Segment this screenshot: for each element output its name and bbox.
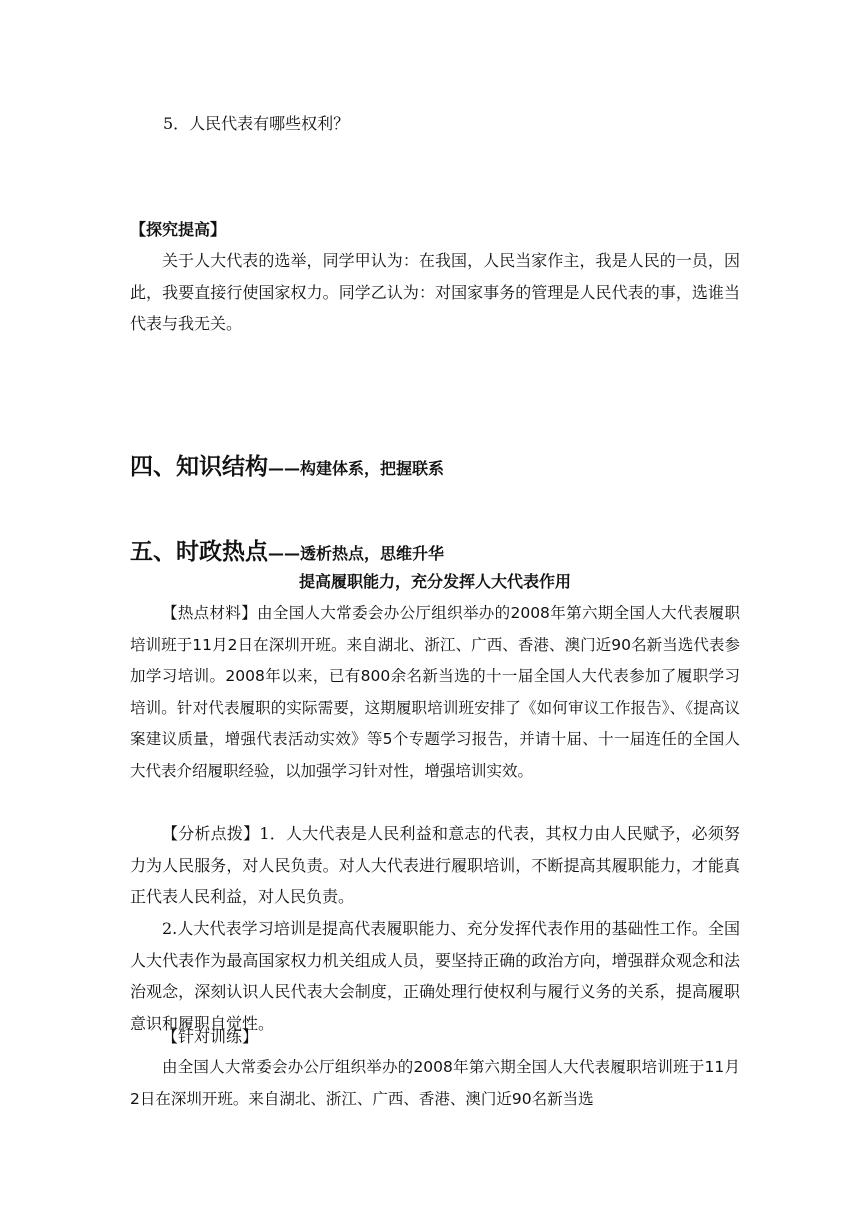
analysis-point-2: 2.人大代表学习培训是提高代表履职能力、充分发挥代表作用的基础性工作。全国人大代表作为最高国家权力机关组成人员，要坚持正确的政治方向，增强群众观念和法治观念，深刻认识人民代表大会制度，正确处理行使权利与履行义务的关系，提高履职意识和履职自觉性。 <box>130 919 740 1033</box>
question-5: 5．人民代表有哪些权利？ <box>163 114 350 133</box>
explore-paragraph: 关于人大代表的选举，同学甲认为：在我国，人民当家作主，我是人民的一员，因此，我要直接行使国家权力。同学乙认为：对国家事务的管理是人民代表的事，选谁当代表与我无关。 <box>130 251 740 333</box>
explore-heading: 【探究提高】 <box>130 220 227 239</box>
section-5-title: 五、时政热点 <box>130 539 268 565</box>
training-paragraph: 由全国人大常委会办公厅组织举办的2008年第六期全国人大代表履职培训班于11月2日在深圳开班。来自湖北、浙江、广西、香港、澳门近90名新当选 <box>130 1058 740 1108</box>
section-5-heading <box>130 536 740 570</box>
section-4-title: 四、知识结构 <box>130 454 268 480</box>
section-5-subtitle: ——透析热点，思维升华 <box>268 544 445 563</box>
hot-material-paragraph: 【热点材料】由全国人大常委会办公厅组织举办的2008年第六期全国人大代表履职培训班于11月2日在深圳开班。来自湖北、浙江、广西、香港、澳门近90名新当选代表参加学习培训。2008年以来，已有800余名新当选的十一届全国人大代表参加了履职学习培训。针对代表履职的实际需要，这期履职培训班安排了《如何审议工作报告》、《提高议案建议质量，增强代表活动实效》等5个专题学习报告，并请十届、十一届连任的全国人大代表介绍履职经验，以加强学习针对性，增强培训实效。 <box>130 604 740 780</box>
section-4-heading <box>130 451 740 485</box>
training-heading: 【针对训练】 <box>162 1027 259 1046</box>
analysis-point-1: 【分析点拨】1．人大代表是人民利益和意志的代表，其权力由人民赋予，必须努力为人民服务，对人民负责。对人大代表进行履职培训，不断提高其履职能力，才能真正代表人民利益，对人民负责。 <box>130 824 740 906</box>
article-title: 提高履职能力，充分发挥人大代表作用 <box>298 572 571 591</box>
section-4-subtitle: ——构建体系，把握联系 <box>268 459 445 478</box>
